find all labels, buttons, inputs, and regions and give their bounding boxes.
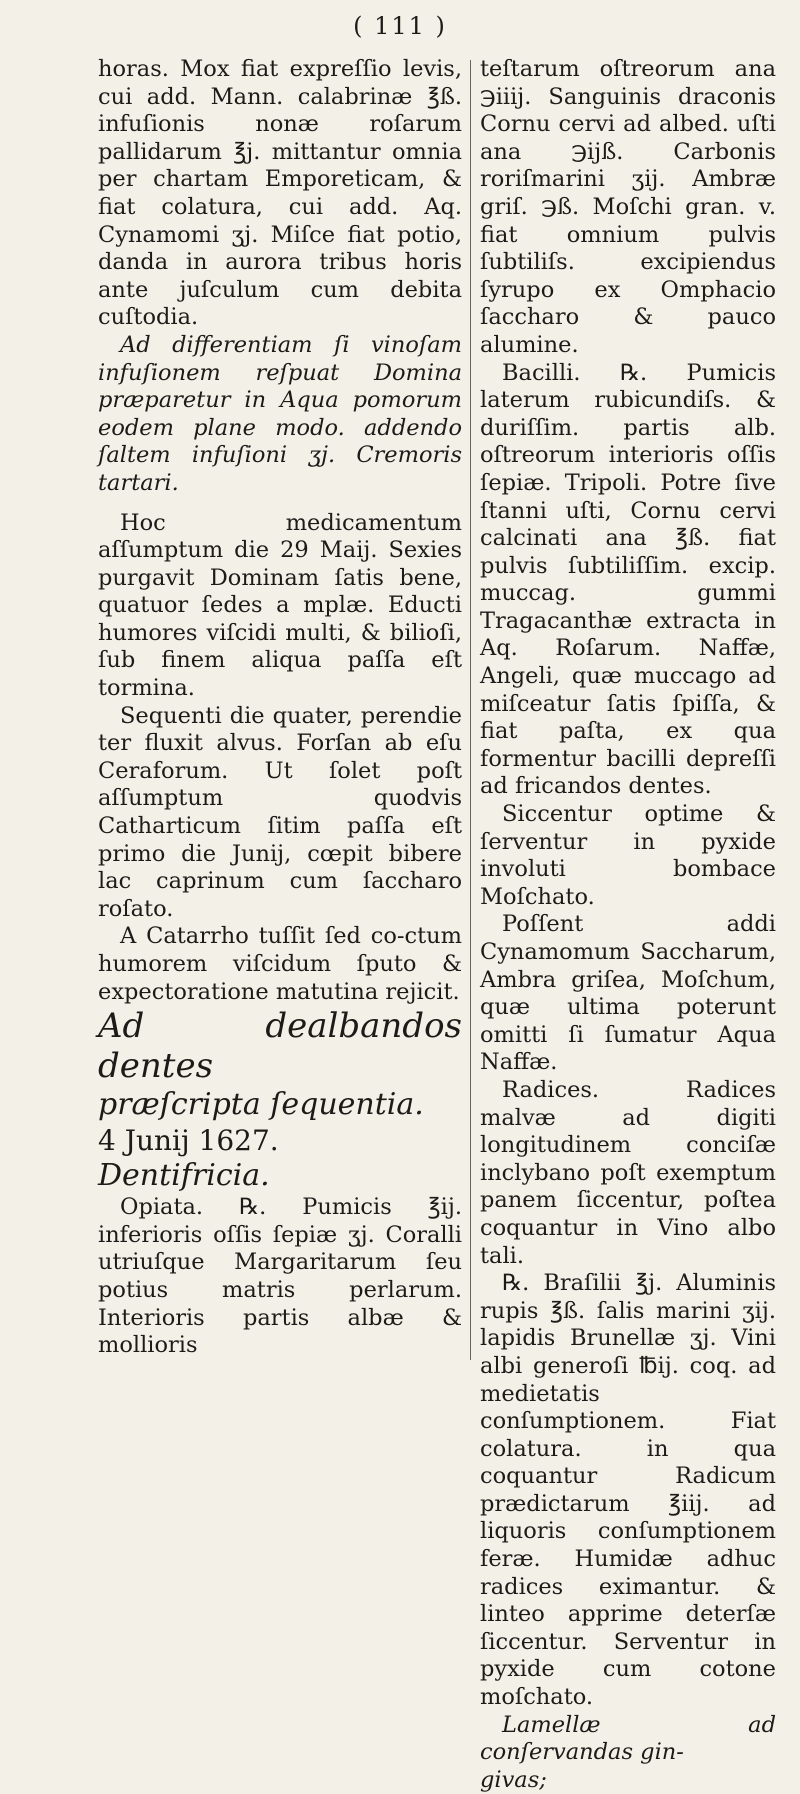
paragraph-radices: Radices. Radices malvæ ad digiti longitudinem conciſæ inclybano poſt exemptum panem ſiccentur, poſtea coquantur in Vino albo tali.: [480, 1076, 776, 1269]
left-column: [98, 56, 462, 1360]
catchword: givas;: [480, 1766, 547, 1793]
paragraph-catarrh: A Catarrho tuſſit ſed co-ctum humorem viſcidum ſputo & expectoratione matutina rejicit.: [98, 923, 462, 1005]
paragraph-bacilli: Bacilli. ℞. Pumicis laterum rubicundiſs. & duriſſim. partis alb. oſtreorum interioris oſſis ſepiæ. Tripoli. Potre ſive ſtanni uſti, Cornu cervi calcinati ana ℥ß. fiat pulvis ſubtiliſſim. excip. muccag. gummi Tragacanthæ extracta in Aq. Roſarum. Naffæ, Angeli, quæ muccago ad miſceatur ſatis ſpiſſa, & fiat paſta, ex qua formentur bacilli depreſſi ad fricandos dentes.: [480, 359, 776, 800]
paragraph-brasilii: ℞. Braſilii ℥j. Aluminis rupis ℥ß. ſalis marini ʒij. lapidis Brunellæ ʒj. Vini albi generoſi ℔ij. coq. ad medietatis conſumptionem. Fiat colatura. in qua coquantur Radicum prædictarum ℥iij. ad liquoris conſumptionem feræ. Humidæ adhuc radices eximantur. & linteo apprime deterſæ ſiccentur. Serventur in pyxide cum cotone moſchato.: [480, 1270, 776, 1711]
right-column: [480, 56, 776, 1794]
paragraph-effects: Hoc medicamentum aſſumptum die 29 Maij. Sexies purgavit Dominam ſatis bene, quatuor ſedes a mplæ. Educti humores viſcidi multi, & bilioſi, ſub finem aliqua paſſa eſt tormina.: [98, 509, 462, 702]
section-date: 4 Junij 1627.: [98, 1124, 279, 1158]
paragraph-drying: Siccentur optime & ſerventur in pyxide involuti bombace Moſchato.: [480, 801, 776, 910]
paragraph-additions: Poſſent addi Cynamomum Saccharum, Ambra griſea, Moſchum, quæ ultima poterunt omitti ſi ſumatur Aqua Naffæ.: [480, 911, 776, 1076]
paragraph-opiata: Opiata. ℞. Pumicis ℥ij. inferioris oſſis ſepiæ ʒj. Coralli utriuſque Margaritarum ſeu potius matris perlarum. Interioris partis albæ & mollioris: [98, 1194, 462, 1359]
paragraph-continuation: horas. Mox fiat expreſſio levis, cui add. Mann. calabrinæ ℥ß. infuſionis nonæ roſarum pallidarum ℥j. mittantur omnia per chartam Emporeticam, & fiat colatura, cui add. Aq. Cynamomi ʒj. Miſce fiat potio, danda in aurora tribus horis ante juſculum cum debita cuſtodia.: [98, 56, 462, 331]
paragraph-lamellae: Lamellæ ad conſervandas gin-: [480, 1711, 776, 1766]
section-title: Dentifricia.: [98, 1158, 270, 1194]
section-heading: Ad dealbandos dentes: [98, 1006, 462, 1087]
paragraph-variant: Ad differentiam ſi vinoſam infuſionem reſpuat Domina præparetur in Aqua pomorum eodem plane modo. addendo ſaltem infuſioni ʒj. Cremoris tartari.: [98, 331, 462, 496]
paragraph-following-days: Sequenti die quater, perendie ter fluxit alvus. Forſan ab eſu Ceraforum. Ut ſolet poſt aſſumptum quodvis Catharticum ſitim paſſa eſt primo die Junij, cœpit bibere lac caprinum cum ſaccharo roſato.: [98, 702, 462, 922]
paragraph-opiata-continued: teſtarum oſtreorum ana ℈iiij. Sanguinis draconis Cornu cervi ad albed. uſti ana ℈ijß. Carbonis roriſmarini ʒij. Ambræ griſ. ℈ß. Moſchi gran. v. fiat omnium pulvis ſubtiliſs. excipiendus ſyrupo ex Omphacio ſaccharo & pauco alumine.: [480, 56, 776, 358]
column-divider: [470, 60, 471, 1360]
section-subheading: præſcripta ſequentia.: [98, 1087, 424, 1123]
page-number: ( 111 ): [353, 12, 447, 40]
